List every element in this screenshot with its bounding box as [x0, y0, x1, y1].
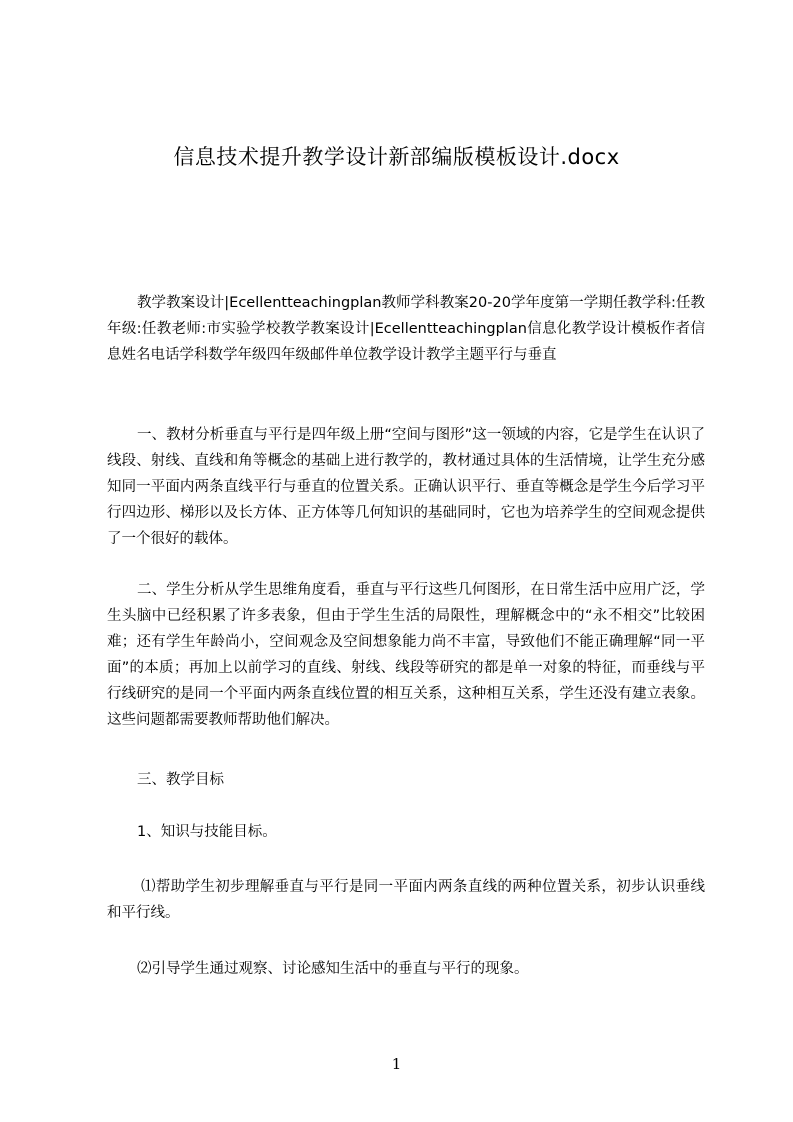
list-item-goal-1: ⑴帮助学生初步理解垂直与平行是同一平面内两条直线的两种位置关系，初步认识垂线和平行线。 [107, 879, 705, 921]
subheading-knowledge-skills: 1、知识与技能目标。 [137, 824, 277, 840]
paragraph-intro: 教学教案设计|Ecellentteachingplan教师学科教案20-20学年度第一学期任教学科:任教年级:任教老师:市实验学校教学教案设计|Ecellentteachingplan信息化教学设计模板作者信息姓名电话学科数学年级四年级邮件单位教学设计教学主题平行与垂直 [107, 295, 705, 363]
page-number: 1 [391, 1055, 402, 1073]
list-item-goal-2: ⑵引导学生通过观察、讨论感知生活中的垂直与平行的现象。 [137, 961, 529, 977]
document-title: 信息技术提升教学设计新部编版模板设计.docx [173, 145, 620, 169]
paragraph-textbook-analysis: 一、教材分析垂直与平行是四年级上册“空间与图形”这一领域的内容，它是学生在认识了线段、射线、直线和角等概念的基础上进行教学的，教材通过具体的生活情境，让学生充分感知同一平面内两条直线平行与垂直的位置关系。正确认识平行、垂直等概念是学生今后学习平行四边形、梯形以及长方体、正方体等几何知识的基础同时，它也为培养学生的空间观念提供了一个很好的载体。 [107, 427, 705, 547]
section-heading-teaching-goals: 三、教学目标 [137, 772, 224, 788]
paragraph-student-analysis: 二、学生分析从学生思维角度看，垂直与平行这些几何图形，在日常生活中应用广泛，学生头脑中已经积累了许多表象，但由于学生生活的局限性，理解概念中的“永不相交”比较困难；还有学生年龄尚小，空间观念及空间想象能力尚不丰富，导致他们不能正确理解“同一平面”的本质；再加上以前学习的直线、射线、线段等研究的都是单一对象的特征，而垂线与平行线研究的是同一个平面内两条直线位置的相互关系，这种相互关系，学生还没有建立表象。这些问题都需要教师帮助他们解决。 [107, 582, 705, 728]
